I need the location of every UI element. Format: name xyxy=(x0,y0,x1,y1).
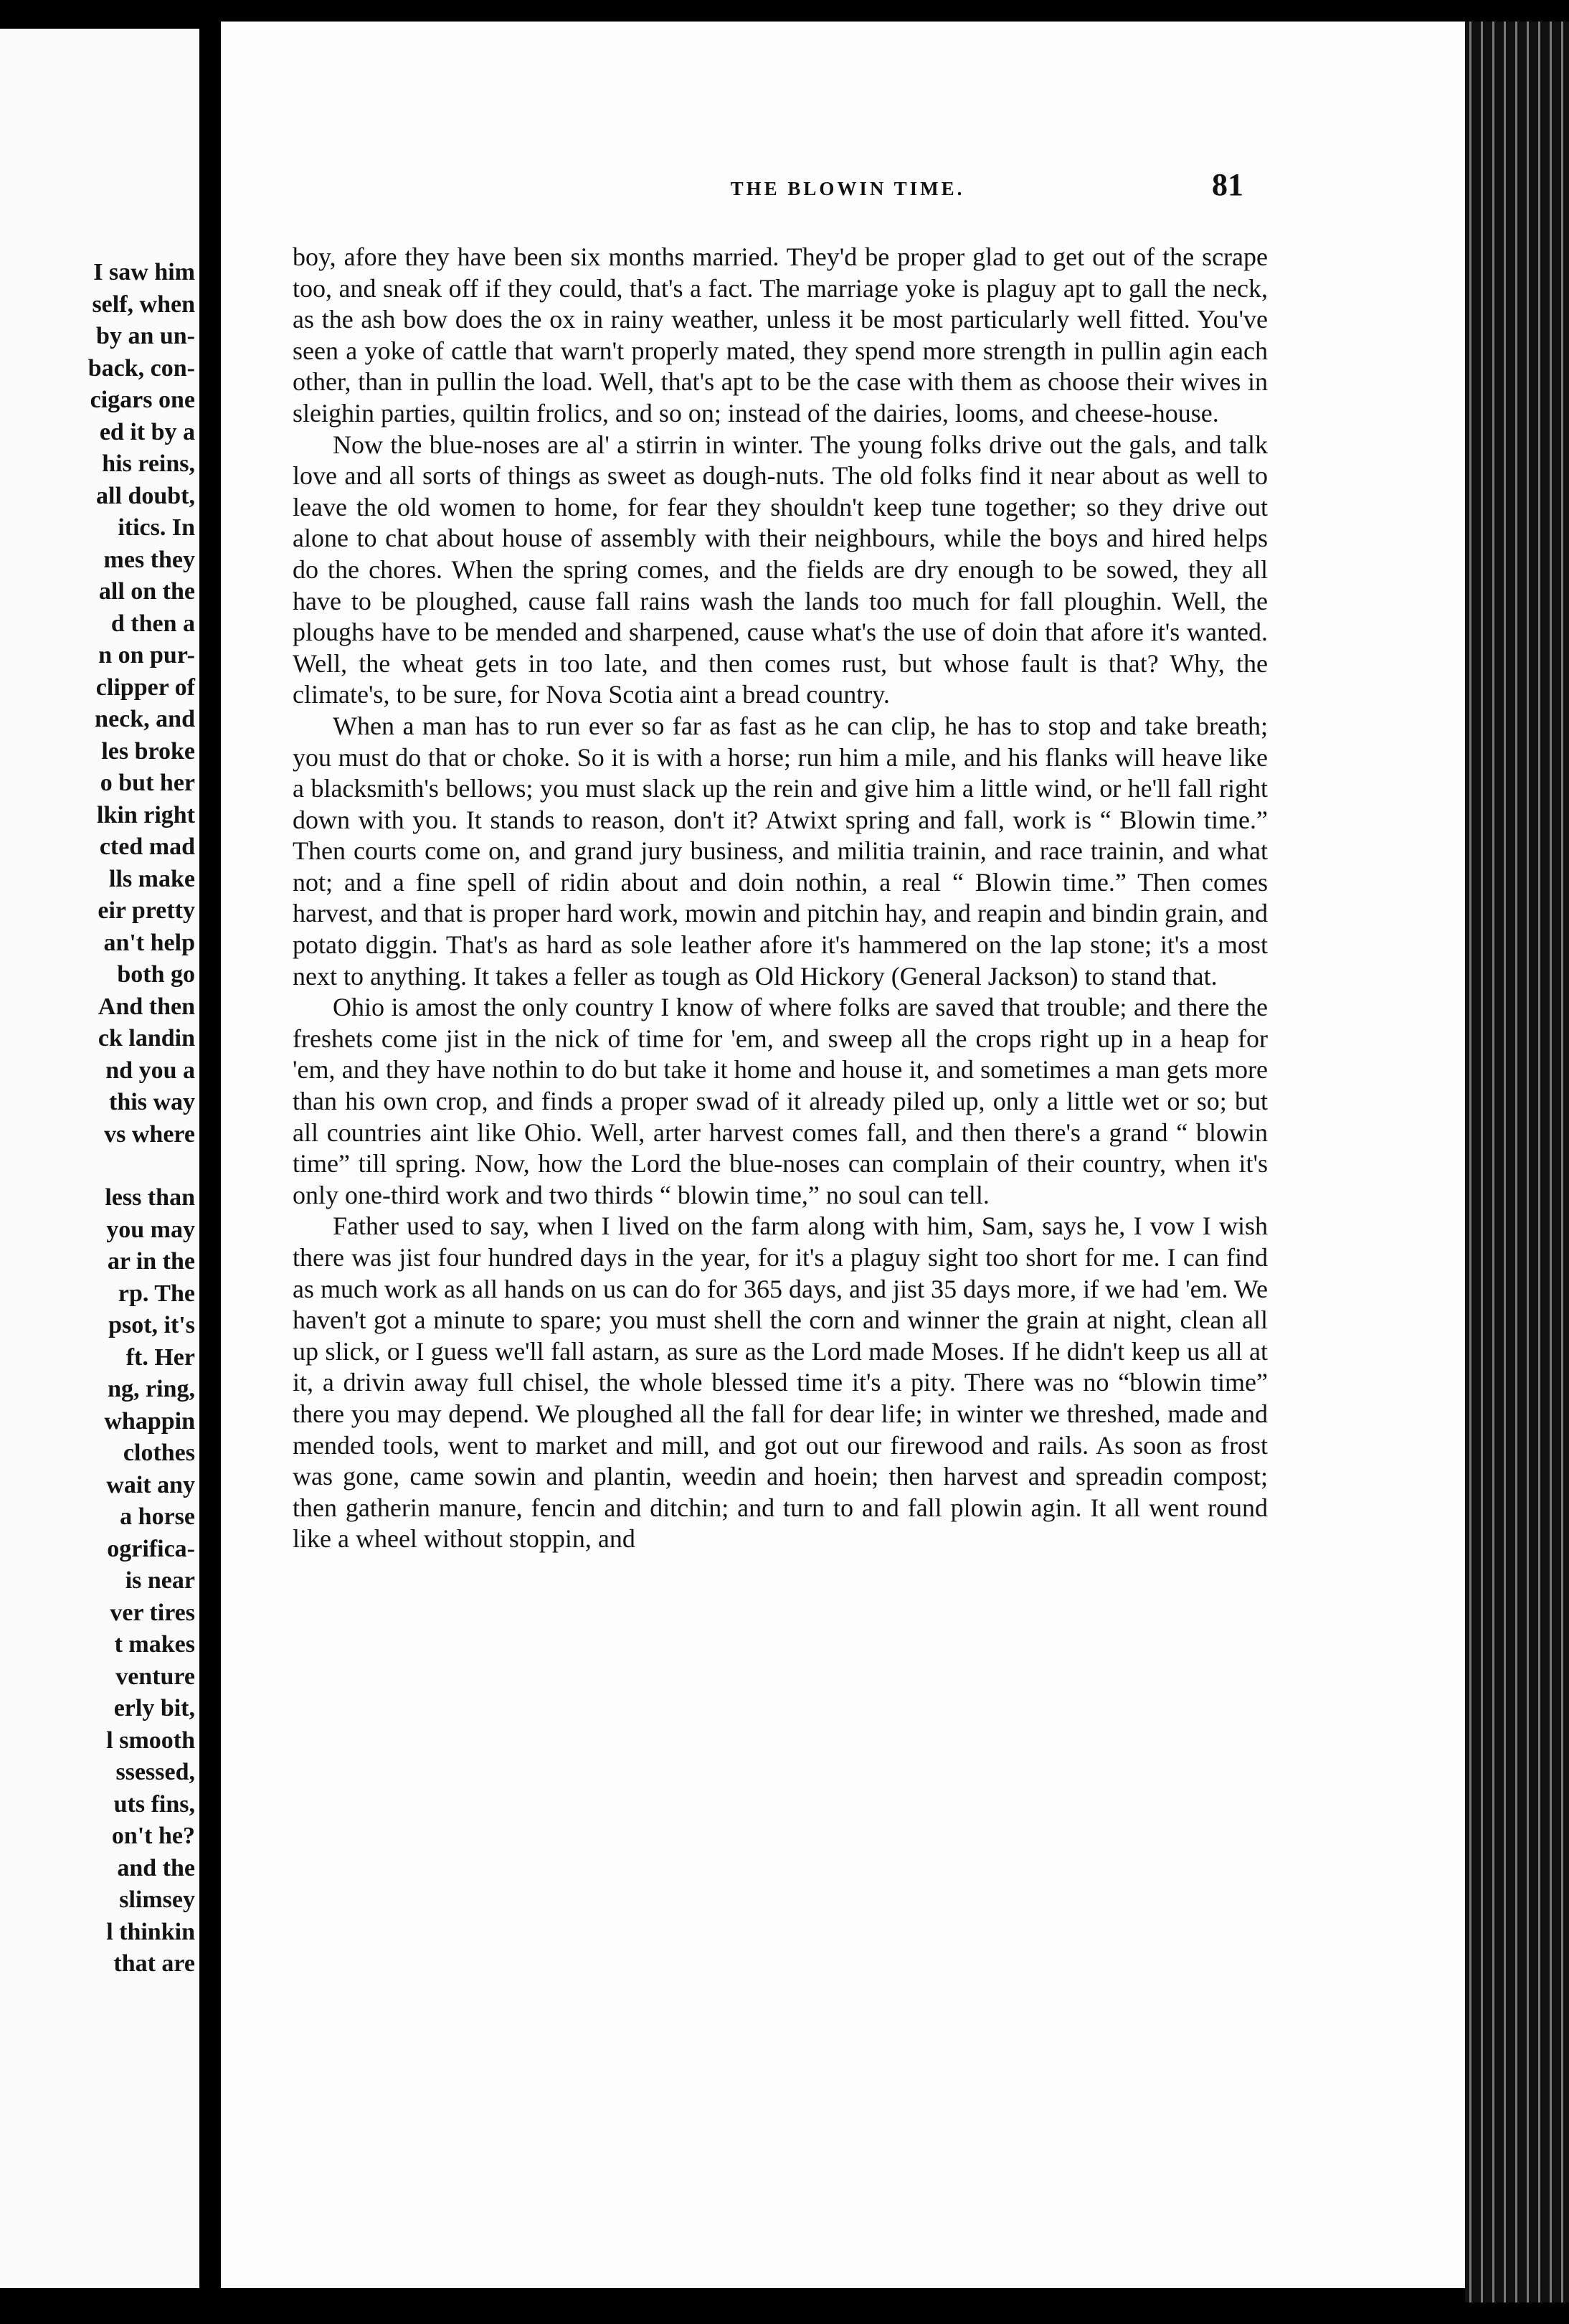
paragraph: Father used to say, when I lived on the farm along with him, Sam, says he, I vow I wish there was jist four hundred days in the year, for it's a plaguy sight too short for me. I can find as much work as all hands on us can do for 365 days, and jist 35 days more, if we had 'em. We haven't got a minute to spare; you must shell the corn and winner the grain at night, clean all up slick, or I guess we'll fall astarn, as sure as the Lord made Moses. If he didn't keep us all at it, a drivin away full chisel, the whole blessed time it's a pity. There was no “blowin time” there you may depend. We ploughed all the fall for dear life; in winter we threshed, made and mended tools, went to market and mill, and got out our firewood and rails. As soon as frost was gone, came sowin and plantin, weedin and hoein; then harvest and spreadin compost; then gatherin manure, fencin and ditchin; and turn to and fall plowin agin. It all went round like a wheel without stoppin, and xyxy=(293,1211,1268,1554)
left-page-line: l smooth xyxy=(106,1727,195,1754)
left-page-line: an't help xyxy=(103,929,195,956)
left-page-line: and the xyxy=(117,1854,195,1881)
left-page-line: back, con- xyxy=(87,354,195,382)
left-page-line: And then xyxy=(98,993,195,1020)
left-page-line: by an un- xyxy=(96,323,195,349)
left-page-line: eir pretty xyxy=(98,897,195,924)
left-page-line: both go xyxy=(117,961,195,988)
page-edges xyxy=(1465,22,1569,2302)
left-page-line: clothes xyxy=(123,1440,195,1466)
left-page-line: n on pur- xyxy=(98,642,195,669)
left-page-line: rp. The xyxy=(118,1280,195,1307)
left-page-line: ng, ring, xyxy=(108,1376,195,1402)
paragraph: Now the blue-noses are al' a stirrin in winter. The young folks drive out the gals, and talk love and all sorts of things as sweet as dough-nuts. The old folks find it near about as well to leave the old women to home, for fear they shouldn't keep tune together; so they drive out alone to chat about house of assembly with their neighbours, while the boys and hired helps do the chores. When the spring comes, and the fields are dry enough to be sowed, they all have to be ploughed, cause fall rains wash the lands too much for fall ploughin. Well, the ploughs have to be mended and sharpened, cause what's the use of doin that afore it's wanted. Well, the wheat gets in too late, and then comes rust, but whose fault is that? Why, the climate's, to be sure, for Nova Scotia aint a bread country. xyxy=(293,430,1268,709)
left-page-line: erly bit, xyxy=(113,1695,195,1721)
left-page-line: vs where xyxy=(104,1120,195,1148)
left-page-line: that are xyxy=(113,1950,195,1977)
left-page-line: psot, it's xyxy=(108,1312,195,1338)
left-page-line: ed it by a xyxy=(99,418,195,445)
left-page-gap xyxy=(0,1151,195,1182)
left-page-line: on't he? xyxy=(111,1823,195,1849)
left-page-line: wait any xyxy=(106,1471,195,1498)
left-page-line: t makes xyxy=(114,1631,195,1658)
left-page-line: nd you a xyxy=(105,1057,195,1084)
left-page-line: his reins, xyxy=(102,450,195,477)
left-page-line: you may xyxy=(106,1216,195,1243)
left-page-line: ogrifica- xyxy=(107,1535,195,1562)
page-number: 81 xyxy=(1212,167,1243,202)
left-page-line: lkin right xyxy=(97,801,195,828)
left-page-line: ck landin xyxy=(98,1025,195,1052)
book-gutter xyxy=(199,0,221,2324)
running-head: THE BLOWIN TIME. xyxy=(730,178,965,199)
left-page-line: cigars one xyxy=(90,387,195,413)
left-page-line: this way xyxy=(109,1089,195,1115)
left-page-line: ver tires xyxy=(110,1599,195,1626)
left-page-line: less than xyxy=(105,1184,195,1211)
paragraph: boy, afore they have been six months married. They'd be proper glad to get out of the scrape too, and sneak off if they could, that's a fact. The marriage yoke is plaguy apt to gall the neck, as the ash bow does the ox in rainy weather, unless it be most particularly well fitted. You've seen a yoke of cattle that warn't properly mated, they spend more strength in pullin agin each other, than in pullin the load. Well, that's apt to be the case with them as choose their wives in sleighin parties, quiltin frolics, and so on; instead of the dairies, looms, and cheese-house. xyxy=(293,242,1268,428)
left-page-line: uts fins, xyxy=(113,1790,195,1818)
left-page-line: clipper of xyxy=(95,674,195,701)
left-page-line: ssessed, xyxy=(115,1759,195,1785)
paragraph: Ohio is amost the only country I know of where folks are saved that trouble; and there the freshets come jist in the nick of time for 'em, and sweep all the crops right up in a heap for 'em, and they have nothin to do but take it home and house it, and sometimes a man gets more than his own crop, and finds a proper swad of it already piled up, only a little wet or so; but all countries aint like Ohio. Well, arter harvest comes fall, and then there's a grand “ blowin time” till spring. Now, how the Lord the blue-noses can complain of their country, when it's only one-third work and two thirds “ blowin time,” no soul can tell. xyxy=(293,993,1268,1209)
left-page-line: self, when xyxy=(92,290,195,318)
left-page-line: lls make xyxy=(109,865,195,892)
left-page-line: I saw him xyxy=(93,259,195,285)
left-page-line: l thinkin xyxy=(106,1918,195,1945)
left-page-line: mes they xyxy=(103,546,195,573)
left-page-line: itics. In xyxy=(118,514,195,541)
left-page-line: all doubt, xyxy=(96,482,195,509)
left-page-line: all on the xyxy=(98,578,195,605)
left-page-line: ft. Her xyxy=(125,1343,195,1371)
left-page-line: venture xyxy=(115,1663,195,1690)
left-page-line: a horse xyxy=(120,1503,195,1530)
left-page-line: slimsey xyxy=(119,1886,195,1913)
body-text xyxy=(293,242,1268,1555)
left-page-line: is near xyxy=(125,1567,195,1594)
left-page-line: ar in the xyxy=(107,1248,195,1275)
left-page-line: neck, and xyxy=(95,706,195,732)
left-page-line: o but her xyxy=(100,770,195,796)
paragraph: When a man has to run ever so far as fast as he can clip, he has to stop and take breath; you must do that or choke. So it is with a horse; run him a mile, and his flanks will heave like a blacksmith's bellows; you must slack up the rein and give him a little wind, or he'll fall right down with you. It stands to reason, don't it? Atwixt spring and fall, work is “ Blowin time.” Then courts come on, and grand jury business, and militia trainin, and race trainin, and what not; and a fine spell of ridin about and doin nothin, a real “ Blowin time.” Then comes harvest, and that is proper hard work, mowin and pitchin hay, and reapin and bindin grain, and potato diggin. That's as hard as sole leather afore it's hammered on the lap stone; it's a most next to anything. It takes a feller as tough as Old Hickory (General Jackson) to stand that. xyxy=(293,711,1268,991)
left-page xyxy=(0,29,199,2288)
left-page-line: les broke xyxy=(101,737,195,765)
left-page-line: cted mad xyxy=(99,833,195,860)
left-page-text xyxy=(0,257,195,1980)
left-page-line: d then a xyxy=(110,610,195,637)
left-page-line: whappin xyxy=(104,1407,195,1435)
